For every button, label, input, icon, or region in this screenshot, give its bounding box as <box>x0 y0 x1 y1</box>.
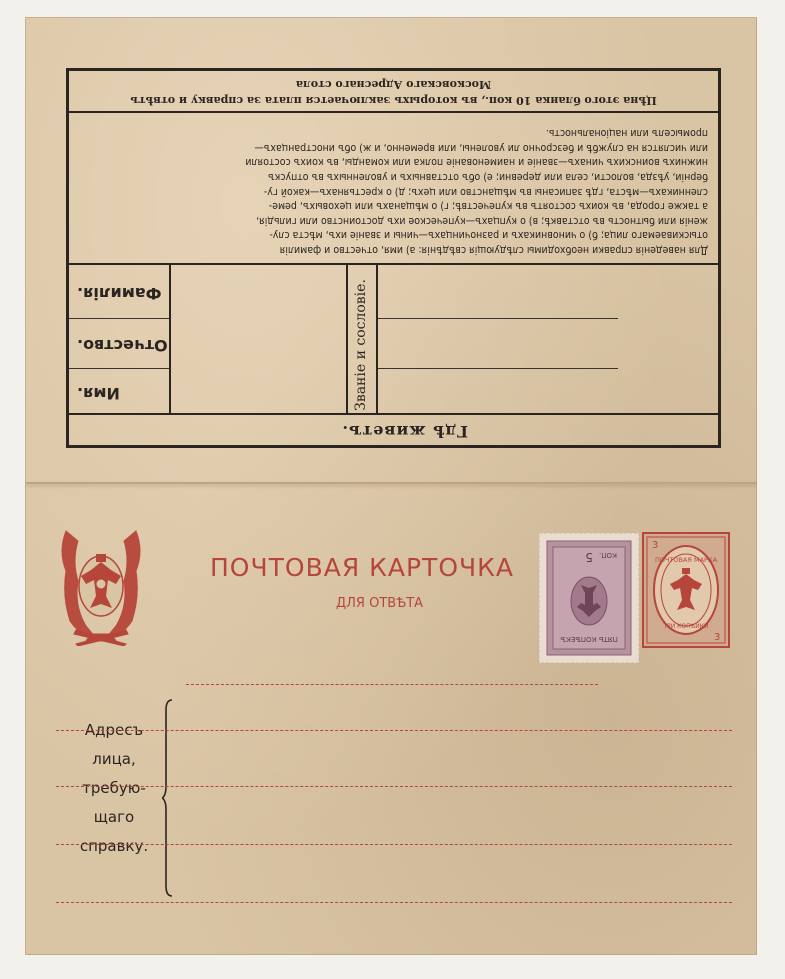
fill-line <box>378 368 618 369</box>
name-label: Имя. <box>77 384 120 403</box>
where-lives-row <box>69 413 718 445</box>
stamp-top-text: ПОЧТОВАЯ МАРКА <box>654 556 718 564</box>
address-label-line: Адресъ <box>84 721 144 739</box>
where-lives-label: Гдѣ живетъ. <box>341 422 468 441</box>
patronymic-label: Отчество. <box>77 336 168 355</box>
instructions-text <box>78 126 708 257</box>
address-line <box>56 786 732 787</box>
fold-line <box>26 482 756 484</box>
address-line <box>56 844 732 845</box>
field-labels-column <box>69 265 171 415</box>
stamp-value-text: 3 <box>714 632 721 643</box>
bureau-name: Московскаго Адреснаго стола <box>295 78 492 91</box>
address-label-line: справку. <box>79 837 149 855</box>
field-divider <box>69 318 169 319</box>
postal-card <box>26 18 756 954</box>
stamp-bottom-text: ПЯТЬ КОПѢЕКЪ <box>560 635 618 643</box>
instruction-line: а также города, въ коихъ состоятъ въ купечествѣ; г) о мѣщанахъ или цеховыхъ, реме- <box>268 200 708 213</box>
address-label-line: щаго <box>93 808 135 826</box>
adhesive-stamp-icon <box>539 533 639 663</box>
address-label-line: требую- <box>82 779 146 797</box>
rank-label: Званіе и сословіе. <box>353 279 369 411</box>
instruction-line: промыселъ или національность. <box>545 127 708 140</box>
instruction-line: берніи, уѣзда, волости, села или деревни; е) объ отставныхъ и уволенныхъ въ отпускъ <box>267 171 708 184</box>
address-brace-icon <box>162 698 176 898</box>
price-footer <box>69 71 718 113</box>
instruction-line: отыскиваемаго лица; б) о чиновникахъ и разночинцахъ—чины и званіе ихъ, мѣста слу- <box>269 229 708 242</box>
address-line <box>56 730 732 731</box>
address-label <box>64 716 164 861</box>
stamp-value-text: 3 <box>652 540 659 551</box>
stamp-value-text: 5 <box>585 550 593 564</box>
instruction-line: нижнихъ воинскихъ чинахъ—званіе и наименованіе полка или команды, въ коихъ состояли <box>245 156 708 169</box>
instruction-line: сленникахъ—мѣста, гдѣ записаны въ мѣщанство или цехъ; д) о крестьянахъ—какой гу- <box>263 185 708 198</box>
fill-lines <box>378 265 618 415</box>
fill-line <box>378 318 618 319</box>
address-line <box>186 684 598 685</box>
instruction-line: или числятся на службѣ и безсрочно ли уволены, или временно, и ж) объ иностранцахъ— <box>254 141 708 154</box>
surname-label: Фамилія. <box>77 284 162 303</box>
address-label-line: лица, <box>92 750 136 768</box>
instruction-line: женія или бытность въ отставкѣ; в) о купцахъ—купеческое ихъ достоинство или гильдія, <box>256 214 708 227</box>
card-title: ПОЧТОВАЯ КАРТОЧКА <box>210 553 514 582</box>
card-subtitle: ДЛЯ ОТВѢТА <box>336 596 424 611</box>
eagle-emblem-icon <box>56 526 146 646</box>
address-line <box>56 902 732 903</box>
rank-column <box>346 265 378 415</box>
instruction-line: Для наведенія справки необходимы слѣдующія свѣдѣнія: а) имя, отчество и фамилія <box>279 244 708 256</box>
field-divider <box>69 368 169 369</box>
stamp-unit-text: КОП. <box>599 551 617 559</box>
stamp-bottom-text: ТРИ КОПѢЙКИ <box>663 623 709 630</box>
inquiry-form <box>66 68 721 448</box>
price-note: Цѣна этого бланка 10 коп., въ которыхъ заключается плата за справку и отвѣтъ <box>130 94 657 107</box>
printed-stamp-icon <box>642 532 730 648</box>
